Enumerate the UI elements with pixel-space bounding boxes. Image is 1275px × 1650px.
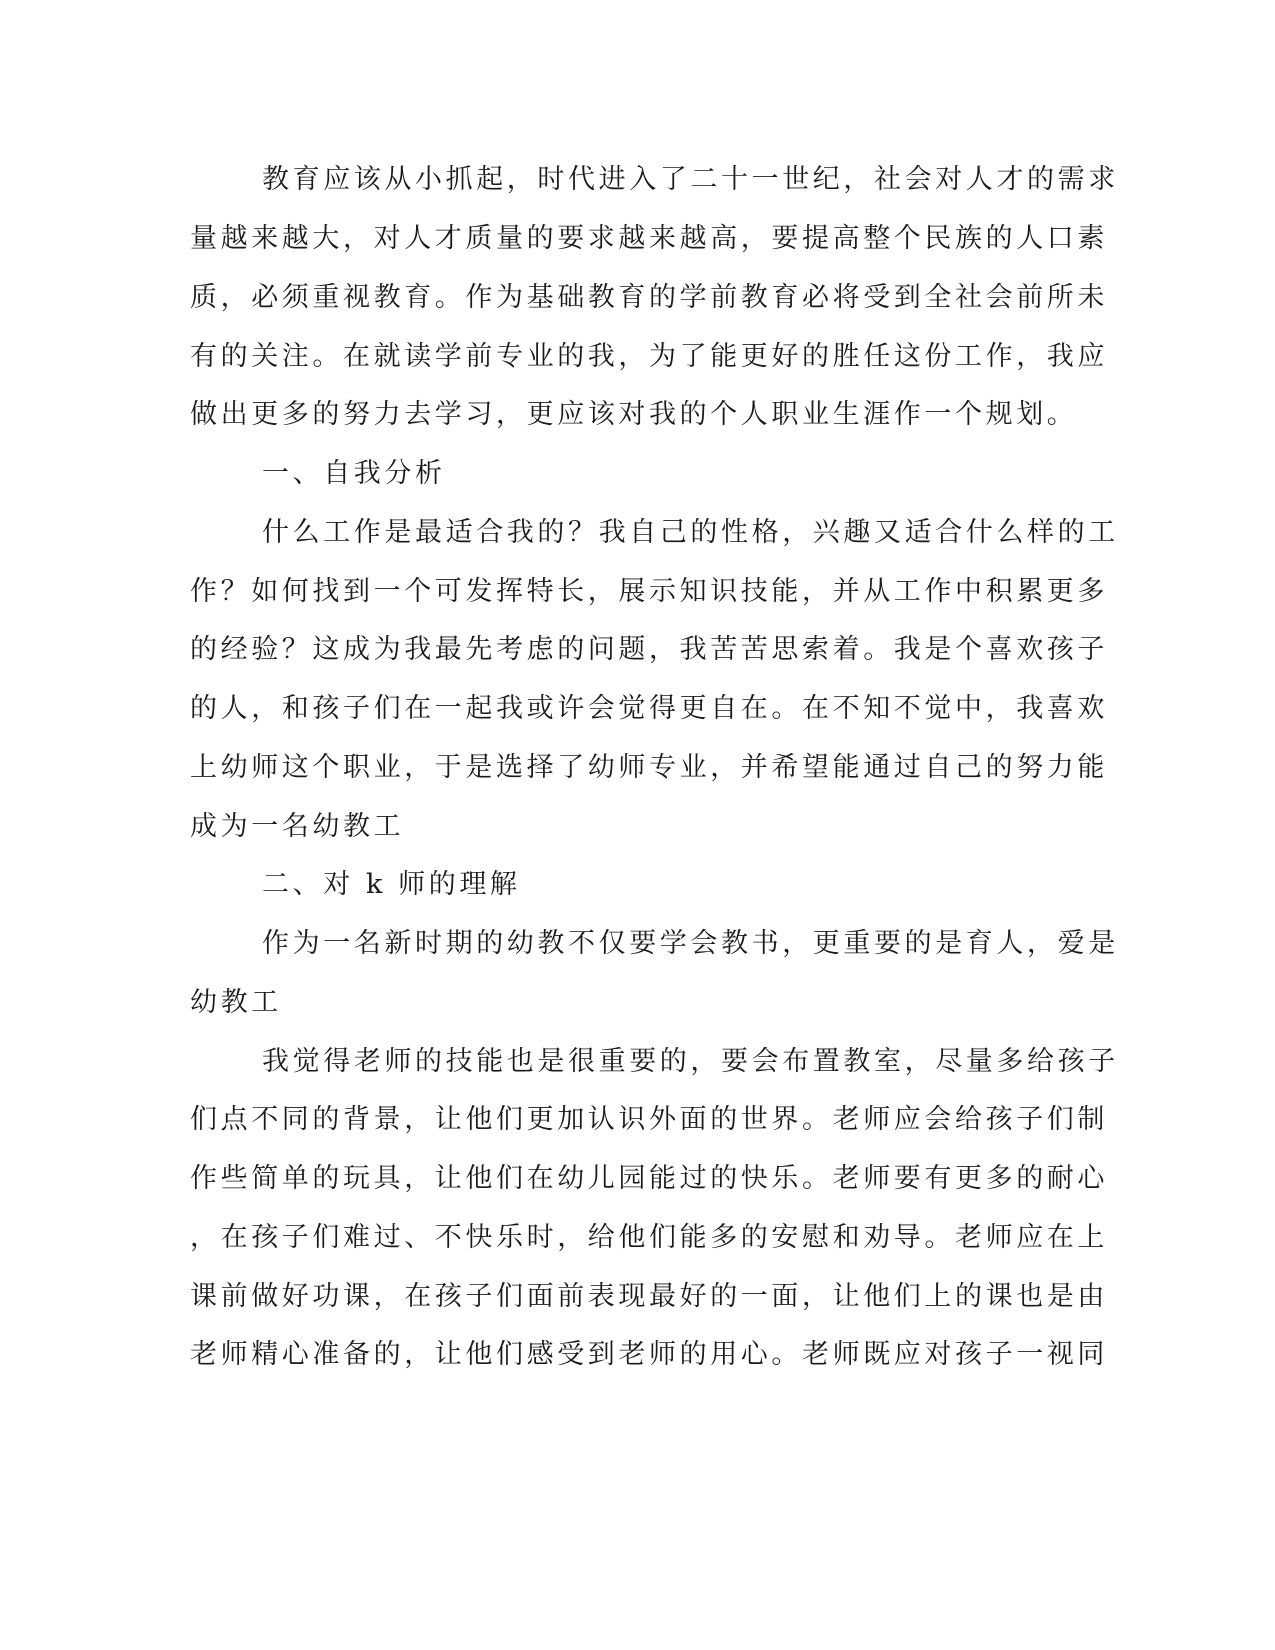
section-heading-teacher-understanding: 二、对 k 师的理解 (262, 869, 521, 900)
paragraph-self-analysis-line-5: 上幼师这个职业，于是选择了幼师专业，并希望能通过自己的努力能 (190, 752, 1108, 783)
paragraph-skills-line-5: 课前做好功课，在孩子们面前表现最好的一面，让他们上的课也是由 (190, 1281, 1108, 1312)
paragraph-skills-line-6: 老师精心准备的，让他们感受到老师的用心。老师既应对孩子一视同 (190, 1339, 1108, 1370)
paragraph-teacher-line-2: 幼教工 (190, 987, 282, 1018)
paragraph-self-analysis-line-1: 什么工作是最适合我的？我自己的性格，兴趣又适合什么样的工 (262, 517, 1119, 548)
paragraph-self-analysis-line-3: 的经验？这成为我最先考虑的问题，我苦苦思索着。我是个喜欢孩子 (190, 634, 1108, 665)
paragraph-self-analysis-line-2: 作？如何找到一个可发挥特长，展示知识技能，并从工作中积累更多 (190, 576, 1108, 607)
paragraph-self-analysis-line-6: 成为一名幼教工 (190, 811, 405, 842)
paragraph-skills-line-1: 我觉得老师的技能也是很重要的，要会布置教室，尽量多给孩子 (262, 1046, 1119, 1077)
paragraph-teacher-line-1: 作为一名新时期的幼教不仅要学会教书，更重要的是育人，爱是 (262, 928, 1119, 959)
paragraph-skills-line-2: 们点不同的背景，让他们更加认识外面的世界。老师应会给孩子们制 (190, 1104, 1108, 1135)
paragraph-intro-line-4: 有的关注。在就读学前专业的我，为了能更好的胜任这份工作，我应 (190, 341, 1108, 372)
paragraph-intro-line-1: 教育应该从小抓起，时代进入了二十一世纪，社会对人才的需求 (262, 164, 1119, 195)
paragraph-skills-line-3: 作些简单的玩具，让他们在幼儿园能过的快乐。老师要有更多的耐心 (190, 1163, 1108, 1194)
paragraph-intro-line-3: 质，必须重视教育。作为基础教育的学前教育必将受到全社会前所未 (190, 282, 1108, 313)
paragraph-self-analysis-line-4: 的人，和孩子们在一起我或许会觉得更自在。在不知不觉中，我喜欢 (190, 693, 1108, 724)
paragraph-skills-line-4: ，在孩子们难过、不快乐时，给他们能多的安慰和劝导。老师应在上 (190, 1222, 1108, 1253)
paragraph-intro-line-5: 做出更多的努力去学习，更应该对我的个人职业生涯作一个规划。 (190, 399, 1078, 430)
paragraph-intro-line-2: 量越来越大，对人才质量的要求越来越高，要提高整个民族的人口素 (190, 223, 1108, 254)
section-heading-self-analysis: 一、自我分析 (262, 458, 446, 489)
